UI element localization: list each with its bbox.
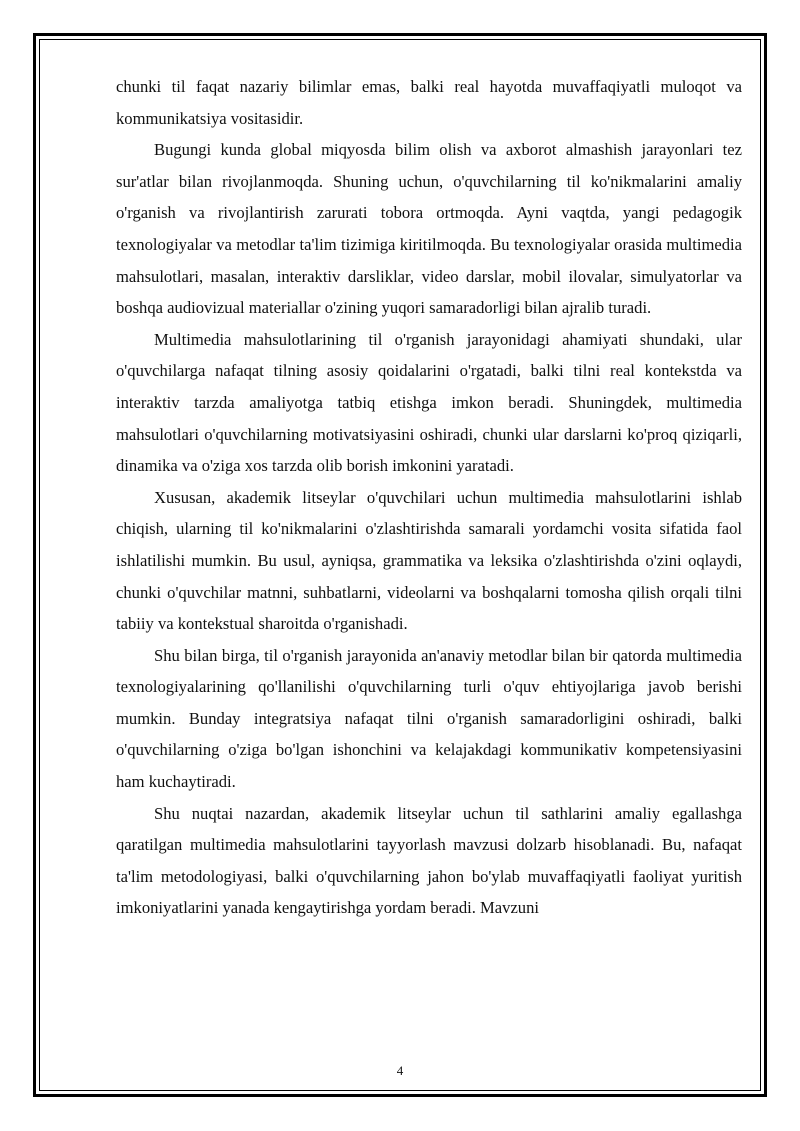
paragraph-1: chunki til faqat nazariy bilimlar emas, balki real hayotda muvaffaqiyatli muloqot va kommunikatsiya vositasidir. (116, 77, 742, 128)
paragraph-6: Shu nuqtai nazardan, akademik litseylar uchun til sathlarini amaliy egallashga qaratilgan multimedia mahsulotlarini tayyorlash mavzusi dolzarb hisoblanadi. Bu, nafaqat ta'lim metodologiyasi, balki o'quvchilarning jahon bo'ylab muvaffaqiyatli faoliyat yuritish imkoniyatlarini yanada kengaytirishga yordam beradi. Mavzuni (116, 803, 742, 918)
paragraph-2: Bugungi kunda global miqyosda bilim olish va axborot almashish jarayonlari tez sur'atlar bilan rivojlanmoqda. Shuning uchun, o'quvchilarning til ko'nikmalarini amaliy o'rganish va rivojlantirish zarurati tobora ortmoqda. Ayni vaqtda, yangi pedagogik texnologiyalar va metodlar ta'lim tizimiga kiritilmoqda. Bu texnologiyalar orasida multimedia mahsulotlari, masalan, interaktiv darsliklar, video darslar, mobil ilovalar, simulyatorlar va boshqa audiovizual materiallar o'zining yuqori samaradorligi bilan ajralib turadi. (116, 140, 742, 318)
page-number: 4 (396, 1063, 404, 1078)
paragraph-3: Multimedia mahsulotlarining til o'rganish jarayonidagi ahamiyati shundaki, ular o'quvchilarga nafaqat tilning asosiy qoidalarini o'rgatadi, balki tilni real kontekstda va interaktiv tarzda amaliyotga tatbiq etishga imkon beradi. Shuningdek, multimedia mahsulotlari o'quvchilarning motivatsiyasini oshiradi, chunki ular darslarni ko'proq qiziqarli, dinamika va o'ziga xos tarzda olib borish imkonini yaratadi. (116, 329, 742, 476)
paragraph-5: Shu bilan birga, til o'rganish jarayonida an'anaviy metodlar bilan bir qatorda multimedia texnologiyalarining qo'llanilishi o'quvchilarning turli o'quv ehtiyojlariga javob berishi mumkin. Bunday integratsiya nafaqat tilni o'rganish samaradorligini oshiradi, balki o'quvchilarning o'ziga bo'lgan ishonchini va kelajakdagi kommunikativ kompetensiyasini ham kuchaytiradi. (116, 645, 742, 792)
document-body (116, 71, 742, 924)
paragraph-4: Xususan, akademik litseylar o'quvchilari uchun multimedia mahsulotlarini ishlab chiqish, ularning til ko'nikmalarini o'zlashtirishda samarali yordamchi vosita sifatida faol ishlatilishi mumkin. Bu usul, ayniqsa, grammatika va leksika o'zlashtirishda o'zini oqlaydi, chunki o'quvchilar matnni, suhbatlarni, videolarni va boshqalarni tomosha qilish orqali tilni tabiiy va kontekstual sharoitda o'rganishadi. (116, 487, 742, 634)
